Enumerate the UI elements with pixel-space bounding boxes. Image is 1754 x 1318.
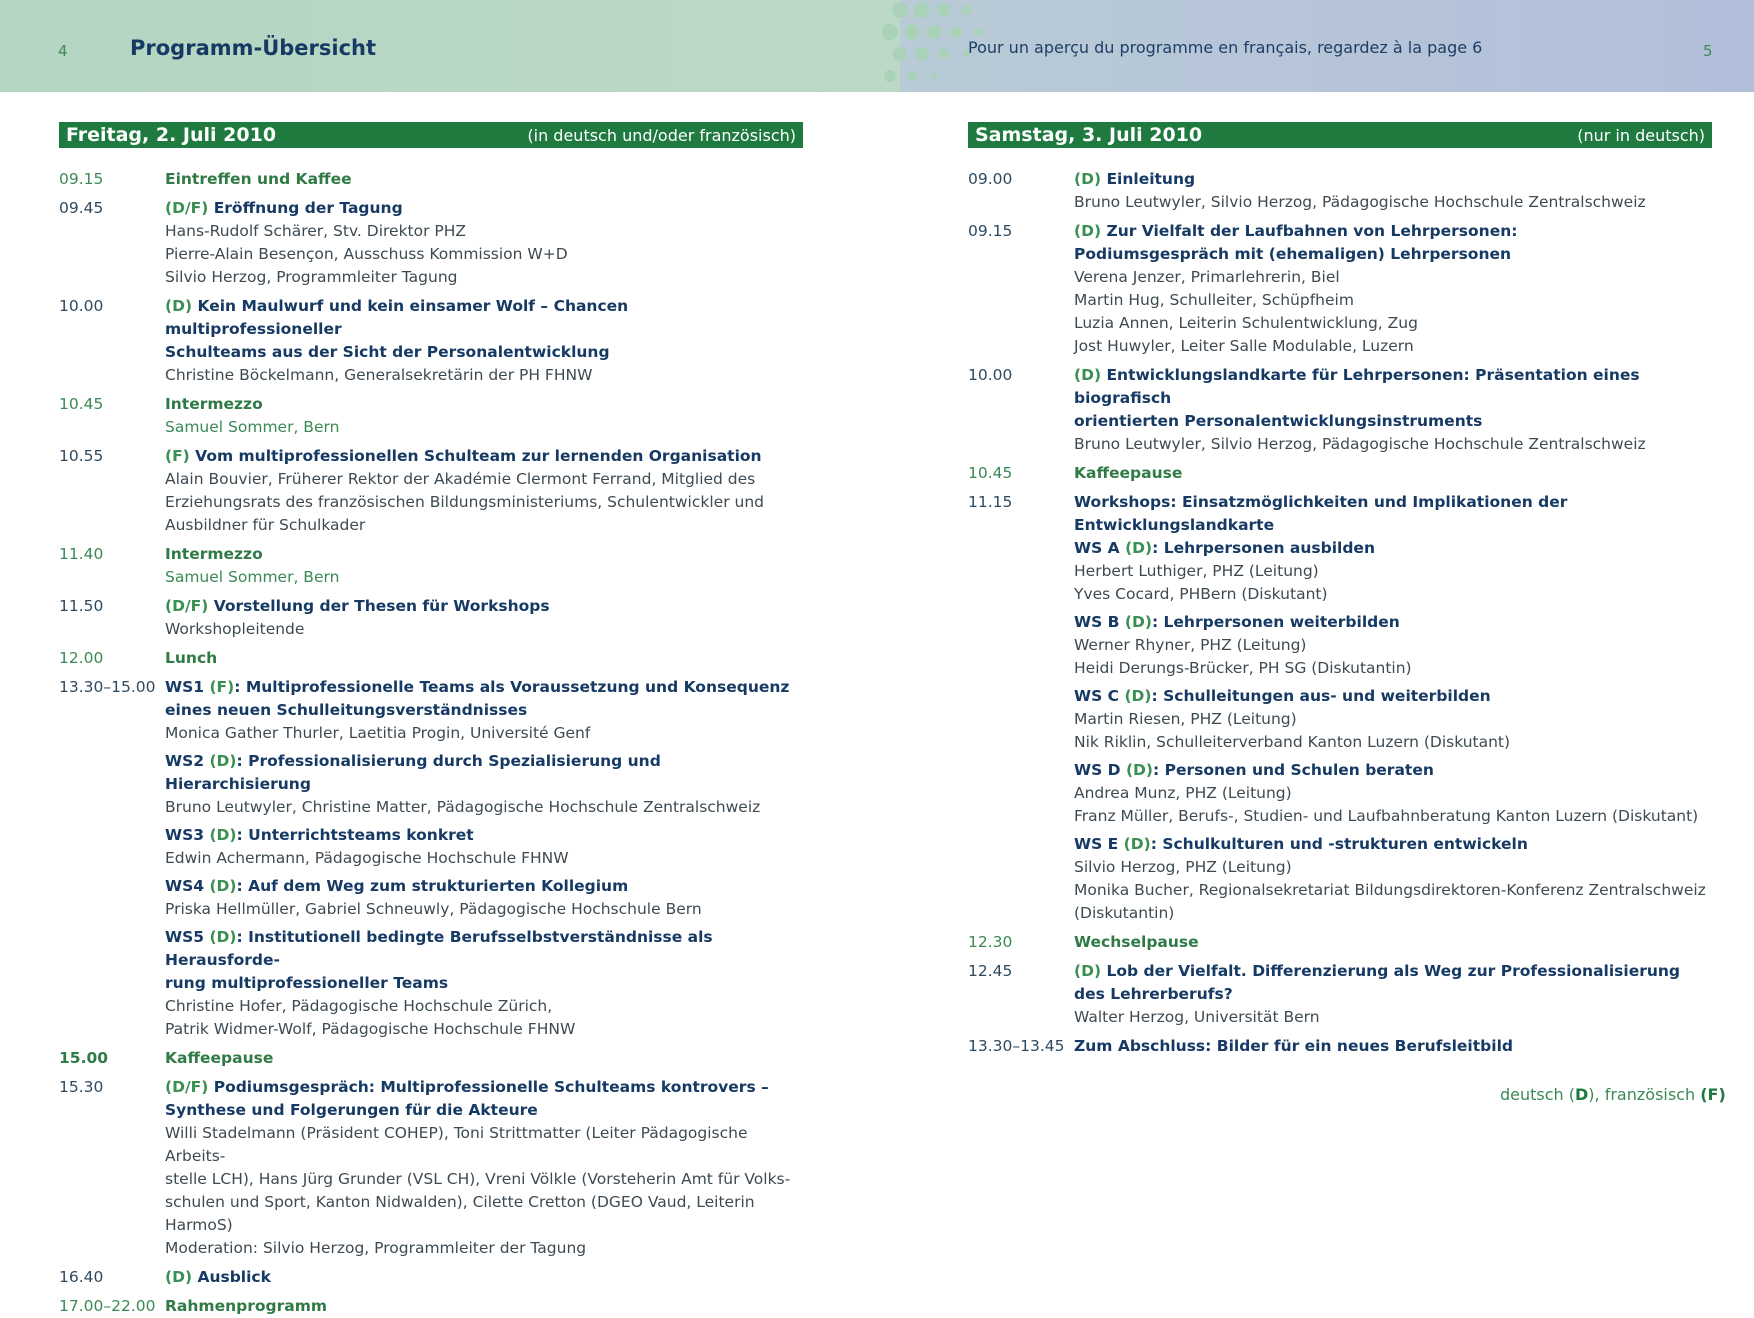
item-body (165, 543, 803, 589)
item-time: 13.30–13.45 (968, 1037, 1065, 1055)
speaker-line: Andrea Munz, PHZ (Leitung) (1074, 784, 1292, 802)
program-item (968, 1035, 1712, 1058)
item-title (165, 543, 803, 566)
language-tag: (D) (209, 752, 237, 770)
program-item (59, 676, 803, 1041)
workshop-title: WS E (D): Schulkulturen und -strukturen entwickeln (1074, 835, 1528, 853)
page-number-right: 5 (1703, 42, 1713, 60)
program-item (968, 537, 1712, 925)
workshop-title-text: Multiprofessionelle Teams als Voraussetzung und Konsequenz (245, 678, 790, 696)
speaker-line: Franz Müller, Berufs-, Studien- und Laufbahnberatung Kanton Luzern (Diskutant) (1074, 807, 1699, 825)
item-title-text: Wechselpause (1074, 933, 1199, 951)
workshop-block (1074, 833, 1712, 925)
speaker-line: (Diskutantin) (1074, 904, 1175, 922)
language-tag: (D) (1125, 761, 1153, 779)
item-body (165, 647, 803, 670)
item-body (165, 393, 803, 439)
speaker-line: stelle LCH), Hans Jürg Grunder (VSL CH), Vreni Völkle (Vorsteherin Amt für Volks- (165, 1170, 791, 1188)
item-body (1074, 537, 1712, 925)
item-title (1074, 1035, 1712, 1058)
item-title-text: Eintreffen und Kaffee (165, 170, 352, 188)
workshop-title-text: Schulleitungen aus- und weiterbilden (1163, 687, 1491, 705)
item-time: 12.00 (59, 649, 104, 667)
item-time (968, 537, 1074, 925)
program-item (968, 462, 1712, 485)
workshop-block (165, 676, 803, 745)
speaker-line: Priska Hellmüller, Gabriel Schneuwly, Pädagogische Hochschule Bern (165, 900, 702, 918)
program-item (968, 931, 1712, 954)
speaker-line: Pierre-Alain Besençon, Ausschuss Kommission W+D (165, 245, 568, 263)
item-time: 09.15 (968, 222, 1013, 240)
item-body (165, 168, 803, 191)
program-item (59, 1295, 803, 1318)
item-title-text: Vorstellung der Thesen für Workshops (213, 597, 550, 615)
item-title-text: Entwicklungslandkarte für Lehrpersonen: Präsentation eines biografisch (1074, 366, 1640, 407)
speaker-line: Bruno Leutwyler, Silvio Herzog, Pädagogische Hochschule Zentralschweiz (1074, 193, 1646, 211)
workshop-title-text: Personen und Schulen beraten (1164, 761, 1434, 779)
item-title-line2: Podiumsgespräch mit (ehemaligen) Lehrpersonen (1074, 245, 1512, 263)
workshop-title: WS C (D): Schulleitungen aus- und weiterbilden (1074, 687, 1491, 705)
item-title-text: Lob der Vielfalt. Differenzierung als Weg zur Professionalisierung (1106, 962, 1681, 980)
program-item (59, 595, 803, 641)
friday-column (59, 122, 803, 1318)
item-time: 11.50 (59, 597, 104, 615)
item-body (1074, 1035, 1712, 1058)
language-tag: (D) (1074, 962, 1102, 980)
item-body (1074, 960, 1712, 1029)
item-title (165, 445, 803, 468)
item-time: 15.30 (59, 1078, 104, 1096)
workshop-block (165, 926, 803, 1041)
friday-language-note: (in deutsch und/oder französisch) (527, 125, 796, 145)
saturday-day-header (968, 122, 1712, 148)
language-tag: (D) (1125, 539, 1153, 557)
speaker-line: Samuel Sommer, Bern (165, 418, 340, 436)
item-title (1074, 364, 1712, 410)
speaker-line: Herbert Luthiger, PHZ (Leitung) (1074, 562, 1319, 580)
program-item (59, 445, 803, 537)
item-title-text: Rahmenprogramm (165, 1297, 328, 1315)
language-tag: (D) (165, 297, 193, 315)
program-item (59, 393, 803, 439)
item-title-text: Kein Maulwurf und kein einsamer Wolf – Chancen multiprofessioneller (165, 297, 629, 338)
program-item (59, 1047, 803, 1070)
item-title-text: Kaffeepause (165, 1049, 274, 1067)
workshop-code: WS B (1074, 613, 1120, 631)
workshop-title-text: Auf dem Weg zum strukturierten Kollegium (248, 877, 629, 895)
language-tag: (D/F) (165, 1078, 209, 1096)
item-title (165, 197, 803, 220)
language-tag: (D) (165, 1268, 193, 1286)
program-item (968, 364, 1712, 456)
program-item (59, 168, 803, 191)
language-tag: (D) (209, 928, 237, 946)
workshop-code: WS2 (165, 752, 205, 770)
workshop-code: WS C (1074, 687, 1120, 705)
language-tag: (D) (1074, 222, 1102, 240)
program-item (59, 647, 803, 670)
friday-program-list (59, 168, 803, 1318)
speaker-line: Alain Bouvier, Früherer Rektor der Akadémie Clermont Ferrand, Mitglied des (165, 470, 756, 488)
speaker-line: Ausbildner für Schulkader (165, 516, 366, 534)
item-title (165, 168, 803, 191)
workshop-title-text: Institutionell bedingte Berufsselbstverständnisse als Herausforde- (165, 928, 713, 969)
workshop-title: WS D (D): Personen und Schulen beraten (1074, 761, 1434, 779)
speaker-line: Werner Rhyner, PHZ (Leitung) (1074, 636, 1307, 654)
workshop-title: WS2 (D): Professionalisierung durch Spezialisierung und Hierarchisierung (165, 752, 661, 793)
speaker-line: Silvio Herzog, Programmleiter Tagung (165, 268, 458, 286)
workshop-code: WS5 (165, 928, 205, 946)
item-title-text: Podiumsgespräch: Multiprofessionelle Schulteams kontrovers – (213, 1078, 769, 1096)
item-title (165, 393, 803, 416)
item-title-text: Lunch (165, 649, 218, 667)
language-tag: (D) (1123, 835, 1151, 853)
item-title (165, 647, 803, 670)
item-body (1074, 491, 1712, 537)
item-body (165, 197, 803, 289)
language-tag: (D) (1074, 366, 1102, 384)
speaker-line: Willi Stadelmann (Präsident COHEP), Toni Strittmatter (Leiter Pädagogische Arbeits- (165, 1124, 748, 1165)
saturday-language-note: (nur in deutsch) (1577, 125, 1705, 145)
speaker-line: Patrik Widmer-Wolf, Pädagogische Hochschule FHNW (165, 1020, 576, 1038)
workshop-title-line2: rung multiprofessioneller Teams (165, 974, 449, 992)
item-title-text: Intermezzo (165, 545, 263, 563)
workshop-code: WS1 (165, 678, 205, 696)
program-item (59, 295, 803, 387)
friday-date: Freitag, 2. Juli 2010 (66, 124, 277, 146)
item-title (1074, 462, 1712, 485)
item-body (1074, 931, 1712, 954)
item-body (165, 1266, 803, 1289)
french-note: Pour un aperçu du programme en français, regardez à la page 6 (968, 38, 1483, 57)
saturday-date: Samstag, 3. Juli 2010 (975, 124, 1203, 146)
language-tag: (D) (209, 826, 237, 844)
workshop-block (165, 875, 803, 921)
item-time: 10.00 (968, 366, 1013, 384)
workshop-code: WS A (1074, 539, 1120, 557)
program-item (968, 168, 1712, 214)
speaker-line: Christine Hofer, Pädagogische Hochschule Zürich, (165, 997, 553, 1015)
page-title: Programm-Übersicht (130, 36, 377, 60)
item-body (165, 1295, 803, 1318)
speaker-line: Nik Riklin, Schulleiterverband Kanton Luzern (Diskutant) (1074, 733, 1511, 751)
language-tag: (D) (1124, 613, 1152, 631)
item-body (165, 595, 803, 641)
program-item (968, 491, 1712, 537)
speaker-line: schulen und Sport, Kanton Nidwalden), Cilette Cretton (DGEO Vaud, Leiterin HarmoS) (165, 1193, 755, 1234)
speaker-line: Monica Gather Thurler, Laetitia Progin, Université Genf (165, 724, 591, 742)
item-title-line2: des Lehrerberufs? (1074, 985, 1233, 1003)
workshop-title-line2: eines neuen Schulleitungsverständnisses (165, 701, 528, 719)
program-item (968, 960, 1712, 1029)
speaker-line: Silvio Herzog, PHZ (Leitung) (1074, 858, 1292, 876)
item-body (1074, 364, 1712, 456)
speaker-line: Bruno Leutwyler, Christine Matter, Pädagogische Hochschule Zentralschweiz (165, 798, 761, 816)
item-time: 16.40 (59, 1268, 104, 1286)
item-time: 10.45 (59, 395, 104, 413)
item-title (165, 595, 803, 618)
item-title (165, 1295, 803, 1318)
language-tag: (F) (209, 678, 235, 696)
language-tag: (F) (165, 447, 190, 465)
item-title-text: Workshops: Einsatzmöglichkeiten und Implikationen der Entwicklungslandkarte (1074, 493, 1568, 534)
item-title-line2: orientierten Personalentwicklungsinstruments (1074, 412, 1483, 430)
item-title (1074, 960, 1712, 983)
workshop-code: WS4 (165, 877, 205, 895)
language-legend: deutsch (D), französisch (F) (1500, 1085, 1726, 1104)
item-body (165, 1047, 803, 1070)
workshop-title-text: Schulkulturen und -strukturen entwickeln (1162, 835, 1528, 853)
item-body (165, 295, 803, 387)
item-title-text: Eröffnung der Tagung (213, 199, 403, 217)
workshop-title: WS B (D): Lehrpersonen weiterbilden (1074, 613, 1400, 631)
speaker-line: Martin Hug, Schulleiter, Schüpfheim (1074, 291, 1354, 309)
workshop-title: WS5 (D): Institutionell bedingte Berufsselbstverständnisse als Herausforde- (165, 928, 713, 969)
speaker-line: Edwin Achermann, Pädagogische Hochschule FHNW (165, 849, 569, 867)
language-tag: (D) (1124, 687, 1152, 705)
item-time: 09.15 (59, 170, 104, 188)
item-body (1074, 462, 1712, 485)
program-item (59, 1266, 803, 1289)
item-title-text: Zum Abschluss: Bilder für ein neues Berufsleitbild (1074, 1037, 1513, 1055)
item-title (1074, 931, 1712, 954)
workshop-block (1074, 611, 1712, 680)
item-body (165, 676, 803, 1041)
speaker-line: Moderation: Silvio Herzog, Programmleiter der Tagung (165, 1239, 587, 1257)
workshop-title: WS4 (D): Auf dem Weg zum strukturierten Kollegium (165, 877, 629, 895)
workshop-code: WS E (1074, 835, 1119, 853)
item-time: 09.45 (59, 199, 104, 217)
workshop-block (165, 750, 803, 819)
workshop-title-text: Lehrpersonen ausbilden (1163, 539, 1375, 557)
item-time: 10.45 (968, 464, 1013, 482)
item-title-text: Kaffeepause (1074, 464, 1183, 482)
speaker-line: Verena Jenzer, Primarlehrerin, Biel (1074, 268, 1340, 286)
item-time: 10.00 (59, 297, 104, 315)
saturday-program-list (968, 168, 1712, 1058)
workshop-title-text: Lehrpersonen weiterbilden (1163, 613, 1400, 631)
item-title-text: Ausblick (197, 1268, 271, 1286)
workshop-title: WS3 (D): Unterrichtsteams konkret (165, 826, 474, 844)
speaker-line: Heidi Derungs-Brücker, PH SG (Diskutantin) (1074, 659, 1412, 677)
program-item (968, 220, 1712, 358)
item-body (165, 1076, 803, 1260)
program-item (59, 543, 803, 589)
workshop-block (1074, 759, 1712, 828)
item-time: 15.00 (59, 1049, 109, 1067)
item-title (165, 1076, 803, 1099)
speaker-line: Erziehungsrats des französischen Bildungsministeriums, Schulentwickler und (165, 493, 764, 511)
speaker-line: Workshopleitende (165, 620, 305, 638)
speaker-line: Martin Riesen, PHZ (Leitung) (1074, 710, 1297, 728)
workshop-code: WS D (1074, 761, 1121, 779)
item-time: 12.30 (968, 933, 1013, 951)
page-number-left: 4 (58, 42, 68, 60)
workshop-title: WS1 (F): Multiprofessionelle Teams als Voraussetzung und Konsequenz (165, 678, 790, 696)
item-title (165, 1266, 803, 1289)
item-title (1074, 491, 1712, 537)
workshop-title-text: Professionalisierung durch Spezialisierung und Hierarchisierung (165, 752, 661, 793)
workshop-title-text: Unterrichtsteams konkret (248, 826, 474, 844)
item-title (165, 295, 803, 341)
speaker-line: Jost Huwyler, Leiter Salle Modulable, Luzern (1074, 337, 1414, 355)
speaker-line: Yves Cocard, PHBern (Diskutant) (1074, 585, 1328, 603)
item-body (165, 445, 803, 537)
workshop-block (1074, 537, 1712, 606)
item-title-line2: Schulteams aus der Sicht der Personalentwicklung (165, 343, 610, 361)
speaker-line: Hans-Rudolf Schärer, Stv. Direktor PHZ (165, 222, 467, 240)
item-title (165, 1047, 803, 1070)
workshop-code: WS3 (165, 826, 205, 844)
program-item (59, 1076, 803, 1260)
item-title-text: Einleitung (1106, 170, 1196, 188)
workshop-block (165, 824, 803, 870)
friday-day-header (59, 122, 803, 148)
item-body (1074, 168, 1712, 214)
speaker-line: Bruno Leutwyler, Silvio Herzog, Pädagogische Hochschule Zentralschweiz (1074, 435, 1646, 453)
item-title-text: Zur Vielfalt der Laufbahnen von Lehrpersonen: (1106, 222, 1518, 240)
item-time: 12.45 (968, 962, 1013, 980)
item-title (1074, 220, 1712, 243)
speaker-line: Christine Böckelmann, Generalsekretärin der PH FHNW (165, 366, 593, 384)
item-title (1074, 168, 1712, 191)
saturday-column (968, 122, 1712, 1058)
item-time: 09.00 (968, 170, 1013, 188)
speaker-line: Luzia Annen, Leiterin Schulentwicklung, Zug (1074, 314, 1418, 332)
language-tag: (D) (209, 877, 237, 895)
language-tag: (D) (1074, 170, 1102, 188)
item-time: 13.30–15.00 (59, 678, 156, 696)
item-title-text: Vom multiprofessionellen Schulteam zur lernenden Organisation (195, 447, 762, 465)
speaker-line: Monika Bucher, Regionalsekretariat Bildungsdirektoren-Konferenz Zentralschweiz (1074, 881, 1706, 899)
language-tag: (D/F) (165, 597, 209, 615)
language-tag: (D/F) (165, 199, 209, 217)
speaker-line: Walter Herzog, Universität Bern (1074, 1008, 1320, 1026)
item-time: 17.00–22.00 (59, 1297, 156, 1315)
item-title-text: Intermezzo (165, 395, 263, 413)
item-title-line2: Synthese und Folgerungen für die Akteure (165, 1101, 538, 1119)
item-time: 10.55 (59, 447, 104, 465)
item-time: 11.40 (59, 545, 104, 563)
workshop-block (1074, 685, 1712, 754)
program-item (59, 197, 803, 289)
item-time: 11.15 (968, 493, 1013, 511)
workshop-title: WS A (D): Lehrpersonen ausbilden (1074, 539, 1375, 557)
item-body (1074, 220, 1712, 358)
speaker-line: Samuel Sommer, Bern (165, 568, 340, 586)
